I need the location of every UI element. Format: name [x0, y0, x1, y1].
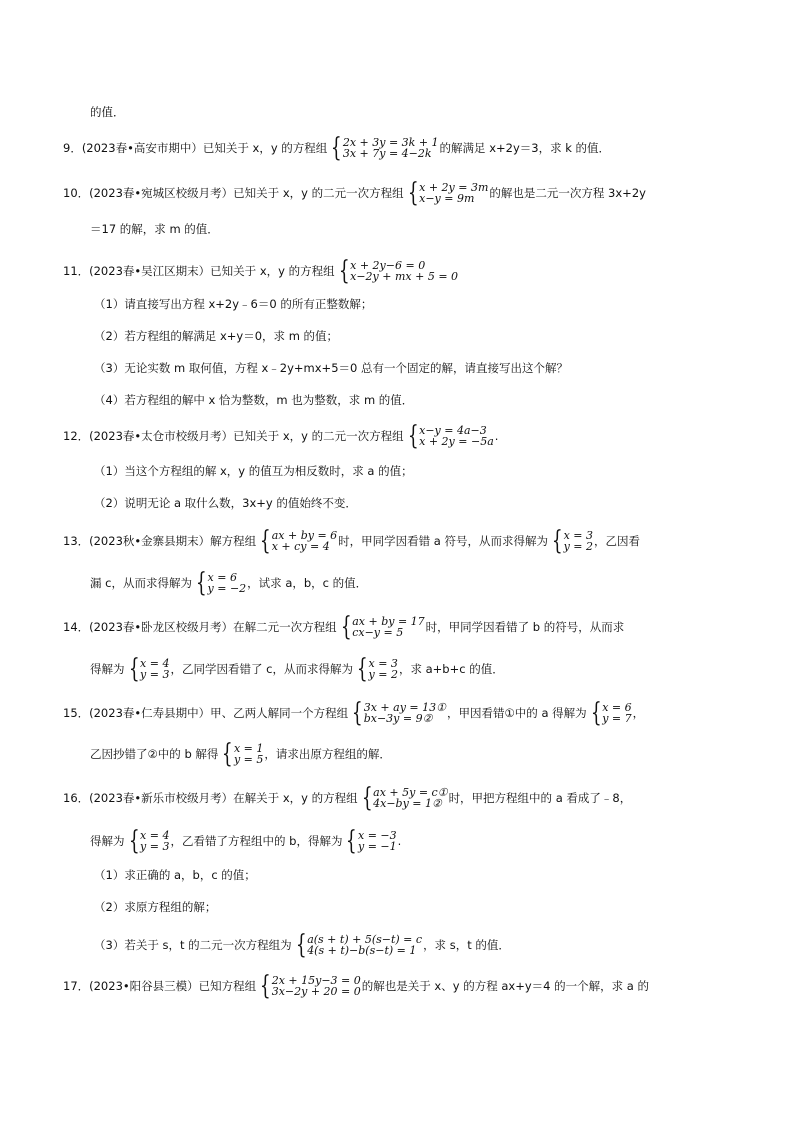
sub-question: （1）请直接写出方程 x+2y﹣6＝0 的所有正整数解；: [94, 297, 373, 311]
text-line: 的值．: [90, 105, 125, 119]
sub-question: （2）求原方程组的解；: [94, 900, 217, 914]
solution-system: { x = 4 y = 3: [128, 654, 170, 684]
equation-system: { ax + by = 17 cx−y = 5: [340, 612, 425, 642]
equation-system: { 3x + ay = 13① bx−3y = 9②: [352, 698, 446, 728]
sub-question: （1）求正确的 a，b，c 的值；: [94, 868, 256, 882]
equation-system: { 2x + 15y−3 = 0 3x−2y + 20 = 0: [260, 971, 361, 1001]
solution-system: { x = 4 y = 3: [128, 826, 170, 856]
text-line: 得解为 { x = 4 y = 3 ，乙同学因看错了 c，从而求得解为 { x = 3 y = 2 ，求 a+b+c 的值．: [90, 654, 504, 684]
equation-system: { x−y = 4a−3 x + 2y = −5a: [407, 421, 494, 451]
problem-17: 17．(2023•阳谷县三模）已知方程组 { 2x + 15y−3 = 0 3x−2y + 20 = 0 的解也是关于 x、y 的方程 ax+y＝4 的一个解，求 a 的: [63, 971, 649, 1001]
sub-question: （3）若关于 s，t 的二元一次方程组为 { a(s + t) + 5(s−t) = c 4(s + t)−b(s−t) = 1 ，求 s，t 的值．: [94, 930, 510, 960]
solution-system: { x = 6 y = −2: [195, 568, 247, 598]
equation-system: { ax + 5y = c① 4x−by = 1②: [361, 783, 448, 813]
sub-question: （2）若方程组的解满足 x+y＝0，求 m 的值；: [94, 329, 339, 343]
problem-16: 16．(2023春•新乐市校级月考）在解关于 x，y 的方程组 { ax + 5y = c① 4x−by = 1② 时，甲把方程组中的 a 看成了﹣8，: [63, 783, 632, 813]
sub-question: （4）若方程组的解中 x 恰为整数，m 也为整数，求 m 的值．: [94, 393, 414, 407]
problem-13: 13．(2023秋•金寨县期末）解方程组 { ax + by = 6 x + cy = 4 时，甲同学因看错 a 符号，从而求得解为 { x = 3 y = 2 ，乙因看: [63, 526, 640, 556]
equation-system: { x + 2y = 3m x−y = 9m: [407, 178, 489, 208]
solution-system: { x = −3 y = −1: [346, 826, 397, 856]
sub-question: （1）当这个方程组的解 x，y 的值互为相反数时，求 a 的值；: [94, 464, 413, 478]
text-line: 得解为 { x = 4 y = 3 ，乙看错了方程组中的 b，得解为 { x = −3 y = −1 .: [90, 826, 402, 856]
equation-system: { ax + by = 6 x + cy = 4: [260, 526, 338, 556]
solution-system: { x = 1 y = 5: [222, 739, 264, 769]
text-line: 漏 c，从而求得解为 { x = 6 y = −2 ，试求 a，b，c 的值．: [90, 568, 368, 598]
equation-system: { 2x + 3y = 3k + 1 3x + 7y = 4−2k: [331, 133, 439, 163]
sub-question: （2）说明无论 a 取什么数，3x+y 的值始终不变．: [94, 496, 357, 510]
problem-14: 14．(2023春•卧龙区校级月考）在解二元一次方程组 { ax + by = 17 cx−y = 5 时，甲同学因看错了 b 的符号，从而求: [63, 612, 625, 642]
problem-10: 10．(2023春•宛城区校级月考）已知关于 x，y 的二元一次方程组 { x + 2y = 3m x−y = 9m 的解也是二元一次方程 3x+2y: [63, 178, 646, 208]
sub-question: （3）无论实数 m 取何值，方程 x﹣2y+mx+5＝0 总有一个固定的解，请直接写出这个解？: [94, 361, 568, 375]
solution-system: { x = 3 y = 2: [551, 526, 593, 556]
solution-system: { x = 6 y = 7: [590, 698, 632, 728]
equation-system: { a(s + t) + 5(s−t) = c 4(s + t)−b(s−t) = 1: [295, 930, 423, 960]
problem-12: 12．(2023春•太仓市校级月考）已知关于 x，y 的二元一次方程组 { x−y = 4a−3 x + 2y = −5a .: [63, 421, 499, 451]
solution-system: { x = 3 y = 2: [356, 654, 398, 684]
problem-9: 9．(2023春•高安市期中）已知关于 x，y 的方程组 { 2x + 3y = 3k + 1 3x + 7y = 4−2k 的解满足 x+2y＝3，求 k 的值．: [63, 133, 611, 163]
equation-system: { x + 2y−6 = 0 x−2y + mx + 5 = 0: [338, 256, 459, 286]
text-line: ＝17 的解，求 m 的值．: [90, 222, 219, 236]
problem-15: 15．(2023春•仁寿县期中）甲、乙两人解同一个方程组 { 3x + ay = 13① bx−3y = 9② ，甲因看错①中的 a 得解为 { x = 6 y = 7 ，: [63, 698, 645, 728]
text-line: 乙因抄错了②中的 b 解得 { x = 1 y = 5 ，请求出原方程组的解．: [90, 739, 391, 769]
problem-11: 11．(2023春•吴江区期末）已知关于 x，y 的方程组 { x + 2y−6 = 0 x−2y + mx + 5 = 0: [63, 256, 459, 286]
